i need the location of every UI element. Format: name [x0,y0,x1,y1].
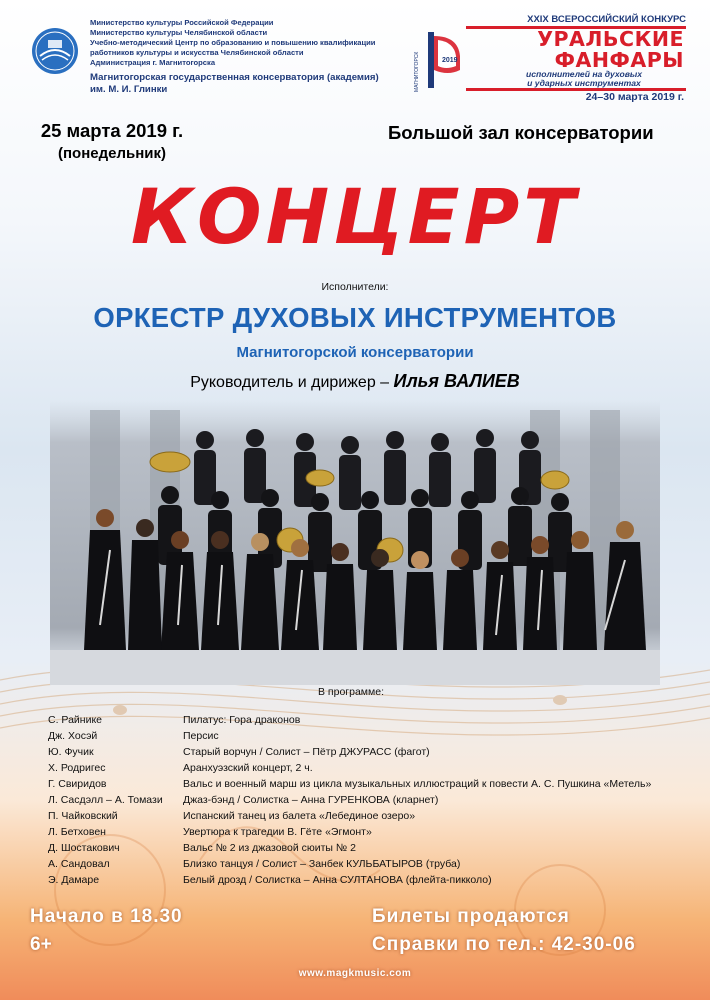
program-composer: Дж. Хосэй [48,730,98,742]
program-composer: Х. Родригес [48,762,106,774]
conductor-line [0,371,710,392]
program-composer: Д. Шостакович [48,842,120,854]
program-composer: П. Чайковский [48,810,118,822]
program-composer: Г. Свиридов [48,778,107,790]
program-item [48,842,688,858]
orchestra-name: ОРКЕСТР ДУХОВЫХ ИНСТРУМЕНТОВ [93,302,617,333]
concert-title: КОНЦЕРТ [130,172,580,261]
program-work: Испанский танец из балета «Лебединое озеро» [183,810,416,822]
program-composer: Э. Дамаре [48,874,100,886]
performers-label: Исполнители: [321,281,389,293]
contest-number: XXIX ВСЕРОССИЙСКИЙ КОНКУРС [527,14,686,25]
contest-logo-city: МАГНИТОГОРСК [414,51,420,92]
program-work: Пилатус: Гора драконов [183,714,301,726]
program-work: Близко танцуя / Солист – Занбек КУЛЬБАТЫРОВ (труба) [183,858,461,870]
tickets-info: Билеты продаются [372,906,570,927]
ministry-line: Учебно-методический Центр по образованию и повышению квалификации [90,38,376,47]
conservatory-name-line1: Магнитогорская государственная консерватория (академия) [90,72,379,83]
contest-subtitle [484,70,684,87]
program-item [48,778,688,794]
program-item [48,730,688,746]
website-link[interactable]: www.magkmusic.com [298,968,412,979]
program-composer: Ю. Фучик [48,746,94,758]
program-item [48,794,688,810]
program-composer: Л. Сасдэлл – А. Томази [48,794,163,806]
contest-subtitle-line1: исполнителей на духовых [525,69,643,79]
ministry-line: Администрация г. Магнитогорска [90,58,216,67]
contest-banner [408,14,686,106]
program-work: Джаз-бэнд / Солистка – Анна ГУРЕНКОВА (кларнет) [183,794,439,806]
program-work: Старый ворчун / Солист – Пётр ДЖУРАСС (фагот) [183,746,430,758]
program-work: Белый дрозд / Солистка – Анна СУЛТАНОВА (флейта-пикколо) [183,874,492,886]
event-venue: Большой зал консерватории [388,122,654,143]
conservatory-name [90,72,410,96]
program-work: Аранхуэзский концерт, 2 ч. [183,762,313,774]
orchestra-subtitle: Магнитогорской консерватории [236,344,474,361]
ministry-line: Министерство культуры Российской Федерации [90,18,274,27]
contest-title-line1: УРАЛЬСКИЕ [537,27,684,51]
conservatory-logo-icon [30,26,80,76]
contest-logo-year: 2019 [442,57,458,64]
program-item [48,874,688,890]
age-limit-badge: 6+ [30,934,52,955]
event-weekday: (понедельник) [57,145,167,162]
program-work: Персис [183,730,219,742]
phone-info: Справки по тел.: 42-30-06 [372,934,636,955]
program-item [48,762,688,778]
ministry-list [90,18,410,68]
orchestra-photo [50,400,660,685]
contest-dates: 24–30 марта 2019 г. [585,91,684,103]
program-composer: Л. Бетховен [48,826,106,838]
contest-title-line2: ФАНФАРЫ [554,48,684,72]
program-item [48,858,688,874]
start-time: Начало в 18.30 [30,906,183,927]
event-date: 25 марта 2019 г. [40,120,184,141]
program-item [48,714,688,730]
conductor-label: Руководитель и дирижер – [190,374,394,391]
program-work: Вальс № 2 из джазовой сюиты № 2 [183,842,356,854]
program-item [48,746,688,762]
program-label: В программе: [318,686,384,698]
contest-logo-icon [408,26,468,96]
conductor-name: Илья ВАЛИЕВ [393,371,520,391]
program-item [48,810,688,826]
ministry-line: Министерство культуры Челябинской области [90,28,268,37]
program-work: Вальс и военный марш из цикла музыкальных иллюстраций к повести А. С. Пушкина «Метель» [183,778,652,790]
program-item [48,826,688,842]
ministry-line: работников культуры и искусства Челябинской области [90,48,304,57]
program-composer: А. Сандовал [48,858,110,870]
contest-subtitle-line2: и ударных инструментах [527,77,641,88]
conservatory-name-line2: им. М. И. Глинки [90,84,168,95]
program-composer: С. Райнике [48,714,102,726]
program-work: Увертюра к трагедии В. Гёте «Эгмонт» [183,826,372,838]
program-list [48,714,688,890]
